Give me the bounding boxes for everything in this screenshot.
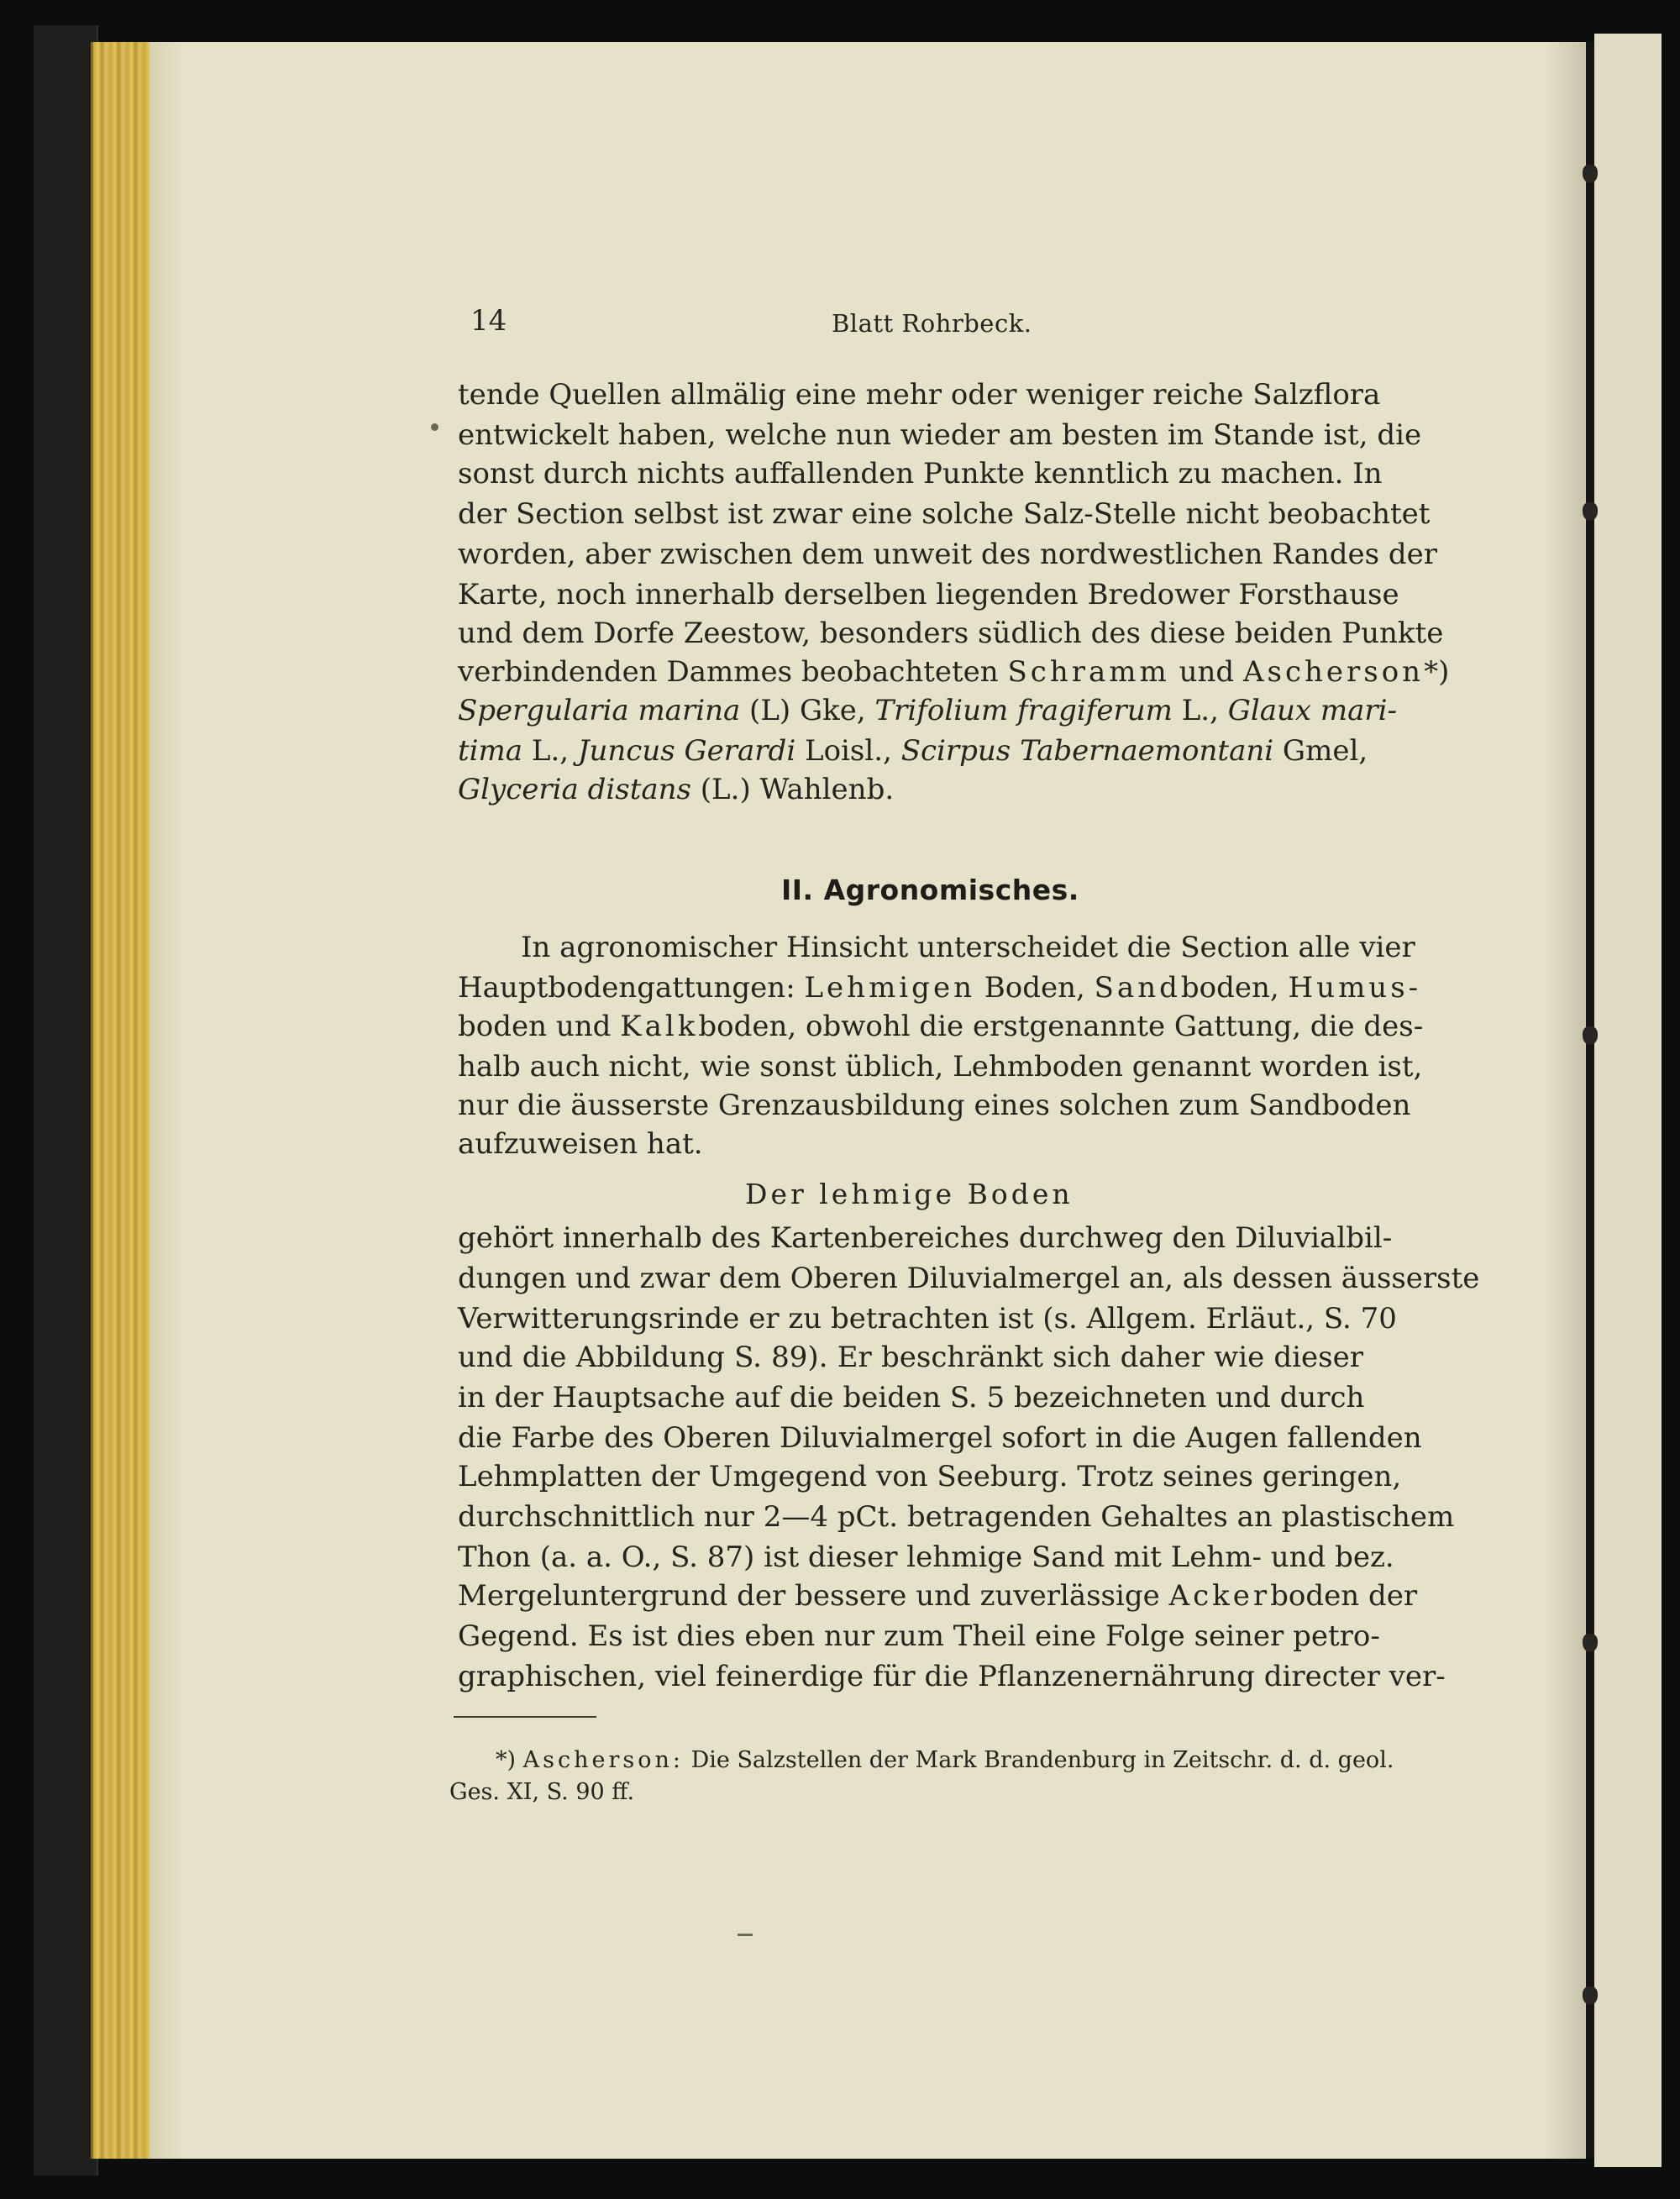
scan-speck bbox=[738, 1934, 753, 1936]
body-line: gehört innerhalb des Kartenbereiches durchweg den Diluvialbil- bbox=[458, 1221, 1393, 1255]
footnote-ref: *) bbox=[1424, 655, 1450, 689]
species-line bbox=[458, 731, 1368, 771]
species-name: Scirpus Tabernaemontani bbox=[900, 734, 1274, 768]
binding-stitch bbox=[1583, 1986, 1598, 2005]
body-line: Gegend. Es ist dies eben nur zum Theil eine Folge seiner petro- bbox=[458, 1619, 1380, 1653]
binding-stitch bbox=[1583, 502, 1598, 521]
binding-stitch bbox=[1583, 165, 1598, 183]
binding-stitch bbox=[1583, 1026, 1598, 1045]
text-run: boden, bbox=[1180, 971, 1289, 1005]
body-line: der Section selbst ist zwar eine solche Salz-Stelle nicht beobachtet bbox=[458, 497, 1431, 531]
body-line: entwickelt haben, welche nun wieder am besten im Stande ist, die bbox=[458, 418, 1422, 452]
gilt-page-edges bbox=[91, 42, 154, 2159]
body-line: nur die äusserste Grenzausbildung eines solchen zum Sandboden bbox=[458, 1089, 1411, 1122]
soil-term-spaced: Humus- bbox=[1288, 971, 1422, 1005]
book-gutter bbox=[1586, 42, 1594, 2159]
soil-term-spaced: Lehmigen bbox=[804, 971, 975, 1005]
species-authority: (L) Gke, bbox=[740, 694, 875, 727]
species-authority: L., bbox=[1172, 694, 1228, 727]
species-name: Spergularia marina bbox=[458, 694, 741, 727]
text-run: boden, obwohl die erstgenannte Gattung, die des- bbox=[698, 1010, 1424, 1043]
body-line: und die Abbildung S. 89). Er beschränkt sich daher wie dieser bbox=[458, 1341, 1363, 1374]
body-line: und dem Dorfe Zeestow, besonders südlich des diese beiden Punkte bbox=[458, 617, 1444, 650]
soil-term-spaced: Acker bbox=[1168, 1579, 1271, 1613]
section-heading: II. Agronomisches. bbox=[781, 874, 1079, 906]
body-line bbox=[458, 652, 1450, 692]
body-line: sonst durch nichts auffallenden Punkte kenntlich zu machen. In bbox=[458, 457, 1383, 491]
footnote-author: Ascherson: bbox=[522, 1747, 684, 1773]
text-run: Mergeluntergrund der bessere und zuverlässige bbox=[458, 1579, 1169, 1613]
footnote-line: Ges. XI, S. 90 ff. bbox=[449, 1779, 635, 1805]
species-name: Glaux mari- bbox=[1227, 694, 1398, 727]
body-line bbox=[458, 1006, 1424, 1047]
species-name: Juncus Gerardi bbox=[577, 734, 796, 768]
species-name: Glyceria distans bbox=[458, 773, 691, 806]
author-name-spaced: Ascherson bbox=[1242, 655, 1425, 689]
facing-page-edge bbox=[1594, 34, 1662, 2167]
species-authority: (L.) Wahlenb. bbox=[690, 773, 895, 806]
text-run: Boden, bbox=[974, 971, 1095, 1005]
body-line bbox=[458, 1576, 1418, 1616]
species-line bbox=[458, 690, 1398, 731]
body-line: in der Hauptsache auf die beiden S. 5 bezeichneten und durch bbox=[458, 1381, 1365, 1414]
species-authority: Gmel, bbox=[1273, 734, 1368, 768]
body-line: aufzuweisen hat. bbox=[458, 1127, 703, 1161]
text-run: boden und bbox=[458, 1010, 621, 1043]
soil-term-spaced: Sand bbox=[1094, 971, 1181, 1005]
body-line: Karte, noch innerhalb derselben liegenden Bredower Forsthause bbox=[458, 578, 1399, 611]
scan-speck bbox=[431, 423, 438, 431]
page-number: 14 bbox=[470, 304, 507, 338]
running-title: Blatt Rohrbeck. bbox=[832, 309, 1032, 338]
body-line: halb auch nicht, wie sonst üblich, Lehmboden genannt worden ist, bbox=[458, 1050, 1423, 1084]
text-run: und bbox=[1179, 655, 1235, 689]
book-cover-edge bbox=[34, 25, 98, 2175]
body-line: die Farbe des Oberen Diluvialmergel sofort in die Augen fallenden bbox=[458, 1421, 1422, 1455]
text-run: Hauptbodengattungen: bbox=[458, 971, 805, 1005]
subheading: Der lehmige Boden bbox=[745, 1178, 1074, 1210]
species-name: tima bbox=[458, 734, 523, 768]
text-run: boden der bbox=[1270, 1579, 1418, 1613]
binding-stitch bbox=[1583, 1634, 1598, 1652]
footnote-line bbox=[496, 1747, 1394, 1773]
species-line bbox=[458, 769, 1363, 810]
text-run: verbindenden Dammes beobachteten bbox=[458, 655, 999, 689]
footnote-rule bbox=[454, 1716, 596, 1718]
body-line: durchschnittlich nur 2—4 pCt. betragenden Gehaltes an plastischem bbox=[458, 1500, 1455, 1534]
species-name: Trifolium fragiferum bbox=[874, 694, 1173, 727]
body-line bbox=[458, 968, 1422, 1008]
body-line: In agronomischer Hinsicht unterscheidet die Section alle vier bbox=[521, 931, 1415, 964]
body-line: worden, aber zwischen dem unweit des nordwestlichen Randes der bbox=[458, 538, 1438, 571]
species-authority: L., bbox=[522, 734, 578, 768]
soil-term-spaced: Kalk bbox=[620, 1010, 699, 1043]
body-line: tende Quellen allmälig eine mehr oder weniger reiche Salzflora bbox=[458, 378, 1381, 412]
body-line: graphischen, viel feinerdige für die Pflanzenernährung directer ver- bbox=[458, 1660, 1446, 1693]
body-line: Lehmplatten der Umgegend von Seeburg. Trotz seines geringen, bbox=[458, 1460, 1402, 1493]
body-line: Verwitterungsrinde er zu betrachten ist (s. Allgem. Erläut., S. 70 bbox=[458, 1302, 1397, 1336]
author-name-spaced: Schramm bbox=[1007, 655, 1170, 689]
body-line: dungen und zwar dem Oberen Diluvialmergel an, als dessen äusserste bbox=[458, 1262, 1480, 1295]
footnote-text: Die Salzstellen der Mark Brandenburg in Zeitschr. d. d. geol. bbox=[690, 1747, 1394, 1773]
species-authority: Loisl., bbox=[795, 734, 901, 768]
body-line: Thon (a. a. O., S. 87) ist dieser lehmige Sand mit Lehm- und bez. bbox=[458, 1540, 1394, 1574]
footnote-marker: *) bbox=[496, 1747, 517, 1773]
